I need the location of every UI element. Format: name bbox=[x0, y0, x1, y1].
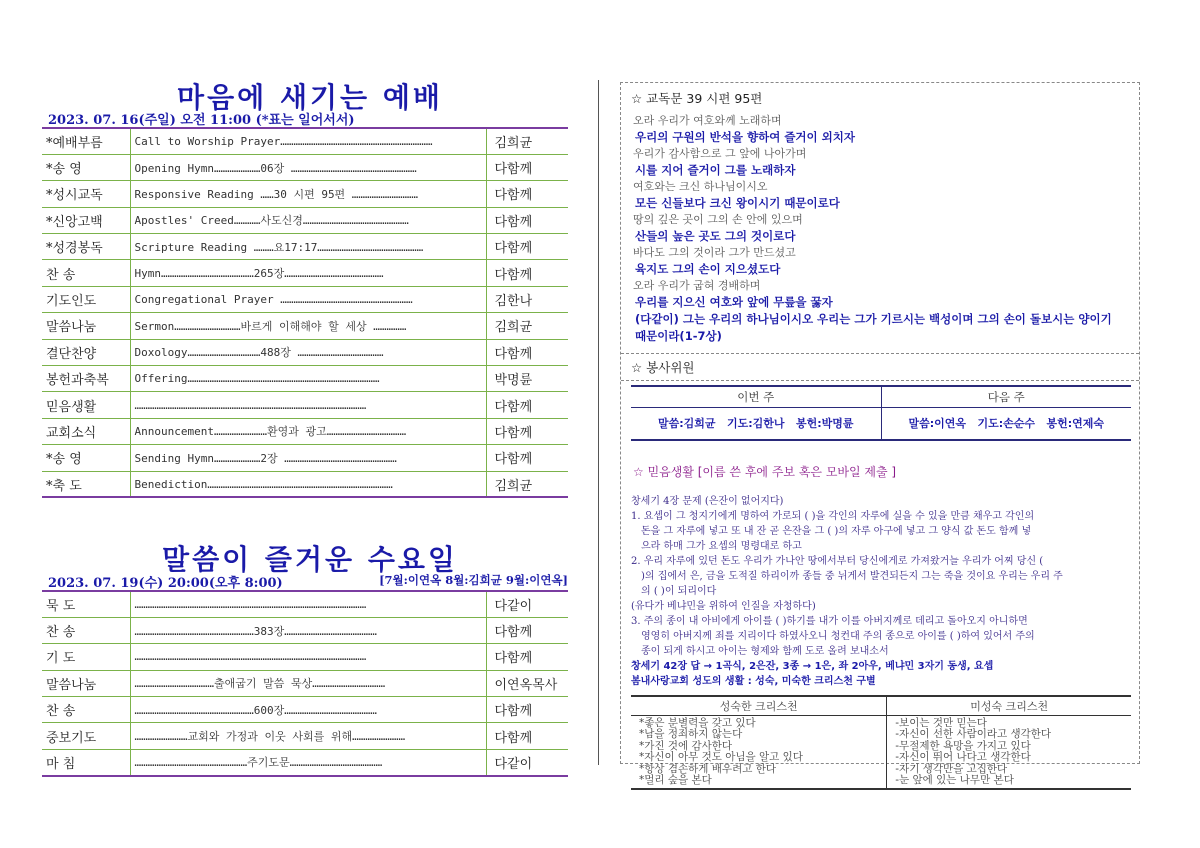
order-row bbox=[42, 445, 568, 471]
order-row bbox=[42, 128, 568, 154]
order-detail: Call to Worship Prayer…………………………………………………………… bbox=[130, 128, 486, 154]
faith-question-line: 영영히 아버지께 죄를 지리이다 하였사오니 청컨대 주의 종으로 아이를 ( )하여 있어서 주의 bbox=[641, 631, 1035, 642]
order-item: 믿음생활 bbox=[42, 392, 130, 418]
order-leader: 김희균 bbox=[486, 313, 568, 339]
mature-trait: *항상 겸손하게 배우려고 한다 bbox=[639, 762, 776, 775]
order-row bbox=[42, 723, 568, 749]
congregation-line: 우리를 지으신 여호와 앞에 무릎을 꿇자 bbox=[635, 295, 833, 309]
faith-question-line: 창세기 4장 문제 (은잔이 없어지다) bbox=[631, 496, 784, 507]
immature-trait: -자기 생각만을 고집한다 bbox=[895, 762, 1008, 775]
order-leader: 다함께 bbox=[486, 207, 568, 233]
wednesday-date: 2023. 07. 19(수) 20:00(오후 8:00) bbox=[48, 576, 283, 591]
mature-list bbox=[631, 716, 887, 790]
order-item: 찬 송 bbox=[42, 697, 130, 723]
order-row bbox=[42, 749, 568, 775]
faith-question-line: 1. 요셉이 그 청지기에게 명하여 가로되 ( )을 각인의 자루에 실을 수 있을 만큼 채우고 각인의 bbox=[631, 511, 1035, 522]
faith-question-line: 돈을 그 자루에 넣고 또 내 잔 곧 은잔을 그 ( )의 자루 아구에 넣고 그 양식 값 돈도 함께 넣 bbox=[641, 526, 1032, 537]
order-detail: Doxology……………………………488장 ………………………………… bbox=[130, 339, 486, 365]
volunteer: 말씀:김희균 bbox=[657, 417, 716, 430]
order-item: 마 침 bbox=[42, 749, 130, 775]
leader-line: 바다도 그의 것이라 그가 만드셨고 bbox=[633, 246, 796, 259]
faith-question-line: 3. 주의 종이 내 아비에게 아이를 ( )하기를 내가 이를 아버지께로 데리고 돌아오지 아니하면 bbox=[631, 616, 1028, 627]
order-row bbox=[42, 181, 568, 207]
order-leader: 다같이 bbox=[486, 749, 568, 775]
volunteer: 기도:손순수 bbox=[977, 417, 1036, 430]
mature-trait: *좋은 분별력을 갖고 있다 bbox=[639, 717, 756, 729]
section-divider bbox=[621, 380, 1139, 381]
order-detail: Announcement……………………환영과 광고……………………………… bbox=[130, 418, 486, 444]
order-detail: ………………………………………………600장…………………………………… bbox=[130, 697, 486, 723]
order-detail: Offering…………………………………………………………………………… bbox=[130, 366, 486, 392]
order-row bbox=[42, 591, 568, 617]
wednesday-date-line bbox=[48, 572, 568, 591]
order-row bbox=[42, 366, 568, 392]
order-item: 기 도 bbox=[42, 644, 130, 670]
order-row bbox=[42, 313, 568, 339]
order-row bbox=[42, 392, 568, 418]
order-leader: 이연옥목사 bbox=[486, 670, 568, 696]
order-item: *축 도 bbox=[42, 471, 130, 497]
order-leader: 다함께 bbox=[486, 181, 568, 207]
this-week-volunteers bbox=[631, 408, 881, 441]
immature-trait: -자신이 선한 사람이라고 생각한다 bbox=[895, 728, 1052, 741]
wednesday-title: 말씀이 즐거운 수요일 bbox=[162, 543, 458, 576]
order-leader: 김희균 bbox=[486, 471, 568, 497]
order-detail: …………………………………………………………………………………………… bbox=[130, 644, 486, 670]
order-detail: Sending Hymn…………………2장 …………………………………………… bbox=[130, 445, 486, 471]
leader-line: 우리가 감사함으로 그 앞에 나아가며 bbox=[633, 147, 807, 160]
order-detail: Benediction………………………………………………………………………… bbox=[130, 471, 486, 497]
mature-trait: *가진 것에 감사한다 bbox=[639, 739, 733, 752]
order-leader: 다함께 bbox=[486, 418, 568, 444]
order-leader: 다함께 bbox=[486, 260, 568, 286]
immature-trait: -무절제한 욕망을 가지고 있다 bbox=[895, 739, 1031, 752]
sunday-date: 2023. 07. 16(주일) 오전 11:00 bbox=[48, 113, 252, 128]
order-leader: 다함께 bbox=[486, 697, 568, 723]
order-leader: 김한나 bbox=[486, 286, 568, 312]
order-leader: 다함께 bbox=[486, 617, 568, 643]
order-leader: 박명륜 bbox=[486, 366, 568, 392]
volunteers-table bbox=[631, 385, 1131, 441]
order-item: 찬 송 bbox=[42, 617, 130, 643]
order-detail: Sermon…………………………바르게 이해해야 할 세상 …………… bbox=[130, 313, 486, 339]
order-row bbox=[42, 697, 568, 723]
congregation-line: 모든 신들보다 크신 왕이시기 때문이로다 bbox=[635, 196, 840, 210]
order-leader: 다함께 bbox=[486, 723, 568, 749]
order-leader: 다함께 bbox=[486, 339, 568, 365]
order-item: 말씀나눔 bbox=[42, 670, 130, 696]
order-item: 말씀나눔 bbox=[42, 313, 130, 339]
wednesday-note: [7월:이연옥 8월:김희균 9월:이연옥] bbox=[379, 573, 568, 587]
order-item: *성시교독 bbox=[42, 181, 130, 207]
this-week-label: 이번 주 bbox=[631, 386, 881, 408]
faith-question-line: (유다가 베냐민을 위하여 인질을 자청하다) bbox=[631, 601, 816, 612]
order-detail: Opening Hymn…………………06장 ………………………………………………… bbox=[130, 154, 486, 180]
order-leader: 김희균 bbox=[486, 128, 568, 154]
order-leader: 다같이 bbox=[486, 591, 568, 617]
mature-trait: *남을 정죄하지 않는다 bbox=[639, 728, 743, 741]
mature-label: 성숙한 크리스천 bbox=[631, 696, 887, 716]
sunday-order-table bbox=[42, 127, 568, 498]
order-item: 찬 송 bbox=[42, 260, 130, 286]
order-row bbox=[42, 670, 568, 696]
order-detail: …………………………………………………………………………………………… bbox=[130, 392, 486, 418]
order-item: 묵 도 bbox=[42, 591, 130, 617]
congregation-line: 산들의 높은 곳도 그의 것이로다 bbox=[635, 229, 796, 243]
sunday-note: (*표는 일어서서) bbox=[255, 113, 355, 128]
leader-line: 오라 우리가 굽혀 경배하며 bbox=[633, 279, 761, 292]
order-row bbox=[42, 471, 568, 497]
order-detail: ……………………………………………주기도문…………………………………… bbox=[130, 749, 486, 775]
faith-question-line: 2. 우리 자루에 있던 돈도 우리가 가나안 땅에서부터 당신에게로 가져왔거늘 우리가 어찌 당신 ( bbox=[631, 556, 1044, 567]
order-detail: ………………………………………………383장…………………………………… bbox=[130, 617, 486, 643]
faith-question-line: 의 ( )이 되리이다 bbox=[641, 586, 717, 597]
order-detail: …………………………………………………………………………………………… bbox=[130, 591, 486, 617]
immature-trait: -자신이 뛰어 나다고 생각한다 bbox=[895, 751, 1031, 764]
volunteer: 봉헌:연제숙 bbox=[1046, 417, 1105, 430]
order-item: 기도인도 bbox=[42, 286, 130, 312]
order-row bbox=[42, 617, 568, 643]
order-row bbox=[42, 154, 568, 180]
order-leader: 다함께 bbox=[486, 392, 568, 418]
order-item: 교회소식 bbox=[42, 418, 130, 444]
volunteer: 봉헌:박명륜 bbox=[796, 417, 854, 430]
mature-trait: *자신이 아무 것도 아님을 알고 있다 bbox=[639, 751, 803, 764]
order-item: *성경봉독 bbox=[42, 234, 130, 260]
immature-label: 미성숙 크리스천 bbox=[887, 696, 1131, 716]
next-week-label: 다음 주 bbox=[881, 386, 1131, 408]
sunday-title: 마음에 새기는 예배 bbox=[177, 81, 443, 114]
next-week-volunteers bbox=[881, 408, 1131, 441]
order-row bbox=[42, 207, 568, 233]
right-panel bbox=[620, 82, 1140, 787]
faith-questions bbox=[621, 494, 1139, 659]
mature-comparison-table bbox=[631, 695, 1131, 790]
immature-list bbox=[887, 716, 1131, 790]
leader-line: 오라 우리가 여호와께 노래하며 bbox=[633, 114, 782, 127]
volunteers-heading: ☆ 봉사위원 bbox=[631, 360, 695, 375]
leader-line: 여호와는 크신 하나님이시오 bbox=[633, 180, 768, 193]
order-item: *예배부름 bbox=[42, 128, 130, 154]
congregation-line: 육지도 그의 손이 지으셨도다 bbox=[635, 262, 781, 276]
order-detail: Responsive Reading ……30 시편 95편 ………………………… bbox=[130, 181, 486, 207]
sunday-date-line bbox=[48, 109, 355, 128]
order-leader: 다함께 bbox=[486, 445, 568, 471]
order-row bbox=[42, 418, 568, 444]
congregation-line: 우리의 구원의 반석을 향하여 즐거이 외치자 bbox=[635, 130, 855, 144]
mature-trait: *멀리 숲을 본다 bbox=[639, 774, 712, 787]
order-detail: ……………………교회와 가정과 이웃 사회를 위해…………………… bbox=[130, 723, 486, 749]
leader-line: 땅의 깊은 곳이 그의 손 안에 있으며 bbox=[633, 213, 803, 226]
order-detail: Congregational Prayer …………………………………………………… bbox=[130, 286, 486, 312]
immature-trait: -눈 앞에 있는 나무만 본다 bbox=[895, 774, 1014, 787]
page-divider bbox=[598, 80, 599, 765]
order-item: *송 영 bbox=[42, 445, 130, 471]
order-leader: 다함께 bbox=[486, 234, 568, 260]
order-detail: Hymn……………………………………265장……………………………………… bbox=[130, 260, 486, 286]
order-item: *신앙고백 bbox=[42, 207, 130, 233]
order-leader: 다함께 bbox=[486, 644, 568, 670]
order-row bbox=[42, 286, 568, 312]
order-detail: ………………………………출애굽기 말씀 묵상…………………………… bbox=[130, 670, 486, 696]
congregation-line: (다같이) 그는 우리의 하나님이시오 우리는 그가 기르시는 백성이며 그의 손이 돌보시는 양이기 때문이라(1-7상) bbox=[635, 312, 1112, 343]
immature-trait: -보이는 것만 믿는다 bbox=[895, 717, 987, 729]
wednesday-order-table bbox=[42, 590, 568, 777]
order-detail: Scripture Reading ………요17:17………………………………………… bbox=[130, 234, 486, 260]
volunteer: 기도:김한나 bbox=[726, 417, 785, 430]
faith-question-line: 종이 되게 하시고 아이는 형제와 함께 도로 올려 보내소서 bbox=[641, 646, 889, 657]
faith-heading: ☆ 믿음생활 [이름 쓴 후에 주보 혹은 모바일 제출 ] bbox=[633, 465, 897, 479]
order-item: 중보기도 bbox=[42, 723, 130, 749]
order-leader: 다함께 bbox=[486, 154, 568, 180]
faith-topic: 봄내사랑교회 성도의 생활 : 성숙, 미숙한 크리스천 구별 bbox=[631, 676, 876, 687]
order-item: *송 영 bbox=[42, 154, 130, 180]
faith-answer: 창세기 42장 답 → 1곡식, 2은잔, 3종 → 1은, 좌 2아우, 베냐민 3자기 동생, 요셉 bbox=[631, 661, 994, 672]
order-item: 결단찬양 bbox=[42, 339, 130, 365]
order-row bbox=[42, 339, 568, 365]
congregation-line: 시를 지어 즐거이 그를 노래하자 bbox=[635, 163, 796, 177]
faith-question-line: )의 집에서 은, 금을 도적질 하리이까 종들 중 뉘게서 발견되든지 그는 죽을 것이요 우리는 우리 주 bbox=[641, 571, 1063, 582]
order-row bbox=[42, 644, 568, 670]
order-row bbox=[42, 260, 568, 286]
responsive-heading: ☆ 교독문 39 시편 95편 bbox=[631, 91, 763, 106]
faith-question-line: 으라 하매 그가 요셉의 명령대로 하고 bbox=[641, 541, 802, 552]
order-item: 봉헌과축복 bbox=[42, 366, 130, 392]
order-detail: Apostles' Creed…………사도신경………………………………………… bbox=[130, 207, 486, 233]
responsive-reading bbox=[621, 113, 1139, 345]
volunteer: 말씀:이연옥 bbox=[908, 417, 966, 430]
order-row bbox=[42, 234, 568, 260]
